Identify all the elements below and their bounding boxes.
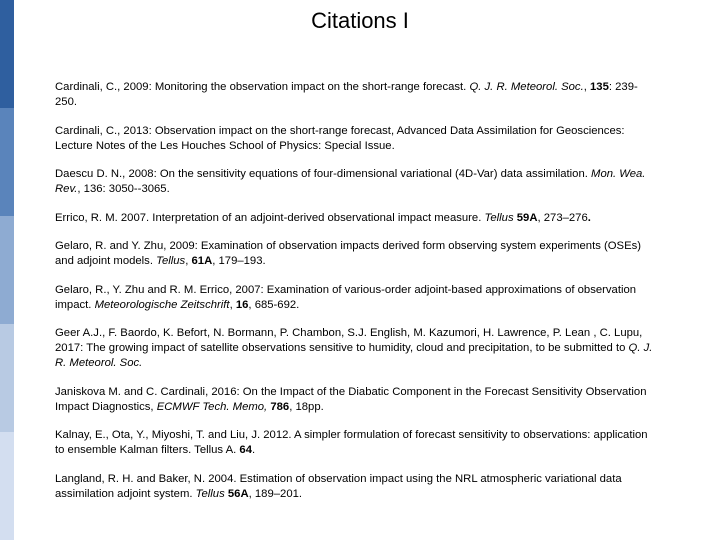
citation-text: Cardinali, C., 2013: Observation impact on the short-range forecast, Advanced Data Assimilation for Geosciences: Lecture Notes of the Les Houches School of Physics: Special Issue.	[55, 124, 625, 152]
citation-text: Kalnay, E., Ota, Y., Miyoshi, T. and Liu, J. 2012. A simpler formulation of forecast sensitivity to observations: application to ensemble Kalman filters. Tellus A.	[55, 429, 648, 456]
sidebar-accent	[0, 0, 14, 540]
citation-text: Errico, R. M. 2007. Interpretation of an adjoint-derived observational impact measure.	[55, 211, 485, 224]
citation-text: , 685-692.	[248, 298, 300, 311]
citation-text: Cardinali, C., 2009: Monitoring the observation impact on the short-range forecast.	[55, 81, 470, 93]
citation-text: : 239-250.	[55, 81, 638, 108]
citation-text: Mon. Wea. Rev.	[55, 168, 646, 195]
citation-text: Daescu D. N., 2008: On the sensitivity equations of four-dimensional variational (4D-Var) data assimilation.	[55, 168, 592, 180]
citation-text: .	[587, 211, 591, 224]
sidebar-segment	[0, 216, 14, 324]
citation-text: 135	[590, 81, 609, 93]
citation-entry	[55, 239, 655, 269]
citation-entry	[55, 428, 655, 458]
citation-text: Tellus	[195, 487, 225, 500]
citation-text: ,	[185, 255, 192, 267]
citation-text: 61A	[191, 255, 213, 267]
citation-text: Janiskova M. and C. Cardinali, 2016: On the Impact of the Diabatic Component in the Forecast Sensitivity Observation Impact Diagnostics,	[55, 385, 647, 413]
citation-entry	[55, 472, 655, 502]
citation-text: Tellus	[156, 255, 186, 267]
citation-text: 59A	[516, 211, 538, 224]
citation-text: 64	[239, 444, 252, 456]
sidebar-segment	[0, 108, 14, 216]
citation-entry	[55, 167, 655, 197]
citation-text: Q. J. R. Meteorol. Soc.	[469, 81, 584, 93]
page-title: Citations I	[311, 8, 409, 33]
citation-text: .	[251, 444, 256, 456]
citation-entry	[55, 385, 655, 415]
citation-text: ,	[229, 298, 236, 311]
citation-entry	[55, 211, 655, 226]
citation-text: Langland, R. H. and Baker, N. 2004. Estimation of observation impact using the NRL atmospheric variational data assimilation adjoint system.	[55, 472, 622, 500]
citation-text: 56A	[227, 487, 249, 500]
citation-text: Tellus	[484, 211, 514, 224]
citation-entry	[55, 326, 655, 371]
citation-text: , 179–193.	[212, 255, 266, 267]
citation-text: Meteorologische Zeitschrift	[94, 298, 230, 311]
citation-text: , 136: 3050--3065.	[77, 183, 170, 195]
citation-text: 786	[270, 400, 290, 413]
sidebar-segment	[0, 432, 14, 540]
citation-text: Q. J. R. Meteorol. Soc.	[55, 342, 653, 369]
citation-entry	[55, 283, 655, 313]
citation-text: 16	[235, 298, 249, 311]
citation-text: ,	[583, 81, 590, 93]
citation-text: , 273–276	[537, 211, 588, 224]
citation-entry	[55, 124, 655, 154]
citation-text: , 189–201.	[248, 487, 303, 500]
citation-text: Gelaro, R., Y. Zhu and R. M. Errico, 2007: Examination of various-order adjoint-based approximations of observation impact.	[55, 283, 637, 311]
citation-text: ECMWF Tech. Memo,	[156, 400, 268, 413]
citation-text: Geer A.J., F. Baordo, K. Befort, N. Bormann, P. Chambon, S.J. English, M. Kazumori, H. Lawrence, P. Lean , C. Lupu, 2017: The growing impact of satellite observations sensitive to humidity, cloud and precipitation, to be submitted to	[55, 327, 643, 354]
citation-text: , 18pp.	[289, 400, 324, 413]
sidebar-segment	[0, 324, 14, 432]
citation-list	[55, 80, 655, 515]
citation-entry	[55, 80, 655, 110]
citation-text: Gelaro, R. and Y. Zhu, 2009: Examination of observation impacts derived form observing system experiments (OSEs) and adjoint models.	[55, 240, 642, 267]
